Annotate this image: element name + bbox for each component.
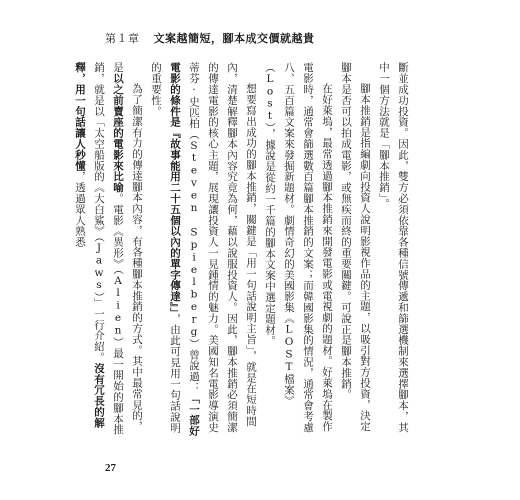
body-paragraph bbox=[336, 62, 374, 442]
paragraph-text: 腳本推銷是指編劇向投資人說明影視作品的主題，以吸引對方投資，決定腳本是否可以拍成電影，或無疾而終的重要關鍵。可說正是腳本推銷。 bbox=[340, 62, 371, 432]
paragraph-text: ，透過眾人熟悉 bbox=[74, 171, 86, 248]
body-paragraph bbox=[374, 62, 412, 442]
body-paragraph bbox=[70, 62, 146, 442]
emphasis-text: 沒有冗長的解釋，用一句話讓人秒懂 bbox=[74, 62, 105, 429]
body-paragraph bbox=[146, 62, 260, 442]
paragraph-text: 想要寫出成功的腳本推銷，關鍵是「用一句話說明主旨」，就是在短時間內，清楚解釋腳本內容究竟為何，藉以說服投資人。因此，腳本推銷必須簡潔的傳達電影的核心主題，展現讓投資人一見鍾情的魅力。美國知名電影導演史蒂芬·史匹柏（Steven Spielberg）曾說過： bbox=[188, 62, 257, 433]
chapter-label: 第１章 bbox=[105, 32, 140, 45]
page-number: 27 bbox=[105, 462, 116, 474]
body-paragraph bbox=[260, 62, 336, 442]
paragraph-text: 為了簡潔有力的傳達腳本內容，有各種腳本推銷的方式。其中最常見的，是 bbox=[112, 62, 143, 432]
chapter-title: 文案越簡短，腳本成交價就越貴 bbox=[153, 32, 315, 45]
paragraph-text: ，由此可見用一句話說明的重要性。 bbox=[150, 62, 181, 434]
running-header bbox=[105, 30, 315, 46]
paragraph-text: 斷並成功投資。因此，雙方必須依靠各種信號傳遞和篩選機制來選擇腳本，其中一個方法就是「腳本推銷」。 bbox=[378, 62, 409, 433]
paragraph-text: 在好萊塢，最常透過腳本推銷來開發電影或電視劇的題材。好萊塢在製作電影時，通常會篩選數百篇腳本推銷的文案；而韓國影集的情況，通常會考慮八、五百篇文案來發掘新題材。劇情奇幻的美國影集《LOST檔案》（Lost），據說是從約一千篇的腳本文案中選定題材。 bbox=[264, 62, 333, 433]
emphasis-text: 「一部好電影的條件是『故事能用二十五個以內的單字傳達』」 bbox=[169, 62, 200, 437]
emphasis-text: 以之前賣座的電影來比喻 bbox=[112, 72, 124, 193]
vertical-body-text bbox=[74, 62, 412, 442]
paragraph-text: 。電影《異形》（Alien）最一開始的腳本推銷，就是以「太空船版的《大白鯊》（Jaws）」一行介紹。 bbox=[93, 62, 124, 435]
